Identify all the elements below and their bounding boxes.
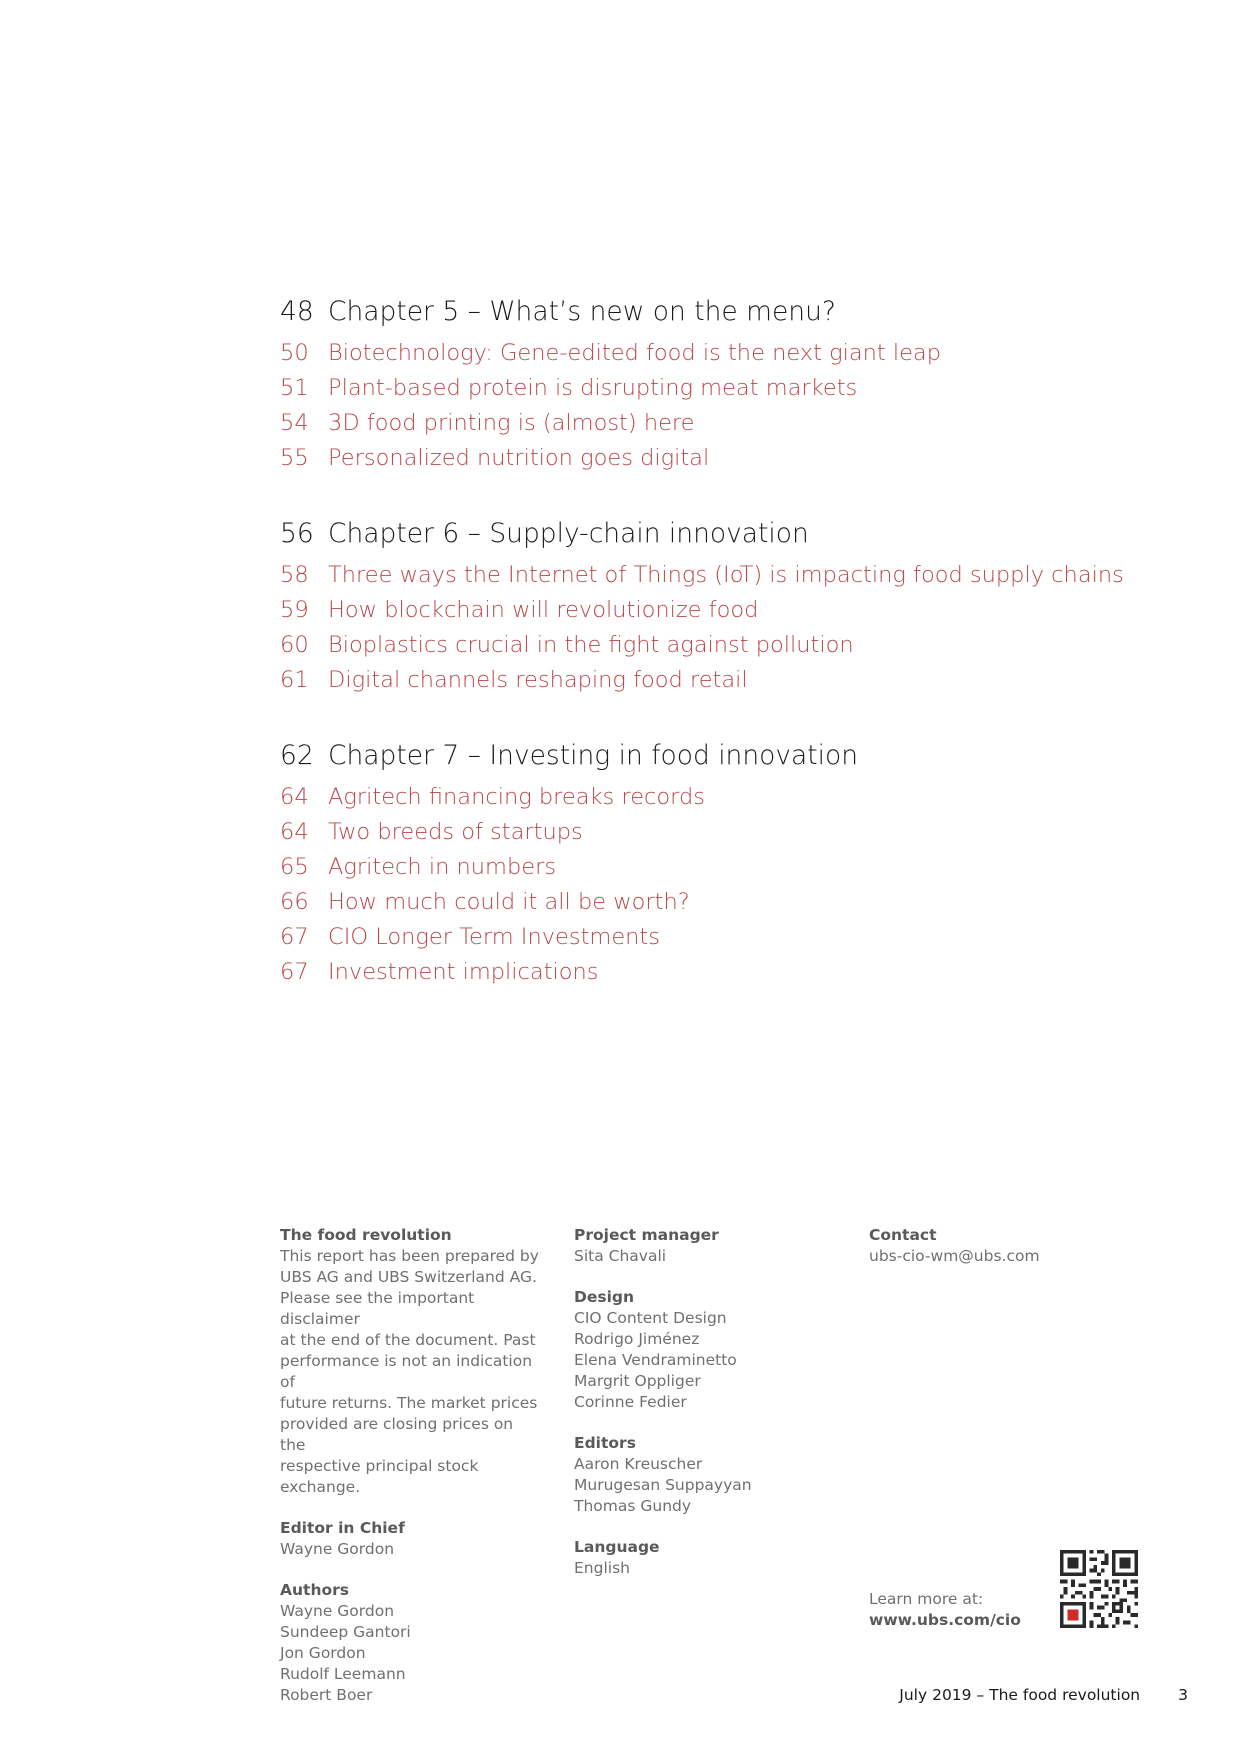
learn-more-link[interactable]: www.ubs.com/cio: [869, 1611, 1021, 1629]
editors-block: [574, 1433, 824, 1517]
toc-item[interactable]: [280, 854, 1180, 889]
colophon-column-3: [869, 1225, 1149, 1287]
item-page-number: 64: [280, 784, 309, 810]
editor-in-chief-block: [280, 1518, 540, 1560]
item-page-number: 59: [280, 597, 309, 623]
chapter-heading[interactable]: [280, 296, 1180, 338]
toc-chapter-5: [280, 296, 1180, 480]
design-credit: CIO Content Design: [574, 1309, 727, 1327]
chapter-page-number: 56: [280, 518, 314, 549]
author-name: Jon Gordon: [280, 1644, 366, 1662]
item-title: 3D food printing is (almost) here: [328, 410, 695, 436]
project-manager-label: Project manager: [574, 1226, 719, 1244]
contact-label: Contact: [869, 1226, 937, 1244]
learn-more: [869, 1589, 1021, 1631]
toc-item[interactable]: [280, 597, 1180, 632]
editors-label: Editors: [574, 1434, 636, 1452]
chapter-heading[interactable]: [280, 518, 1180, 560]
authors-block: [280, 1580, 540, 1706]
about-line: at the end of the document. Past: [280, 1331, 536, 1349]
footer-title: July 2019 – The food revolution: [899, 1686, 1141, 1704]
table-of-contents: [280, 296, 1180, 1032]
item-page-number: 61: [280, 667, 309, 693]
about-line: This report has been prepared by: [280, 1247, 539, 1265]
authors-label: Authors: [280, 1581, 349, 1599]
toc-item[interactable]: [280, 375, 1180, 410]
qr-code-icon: [1060, 1550, 1138, 1628]
about-line: provided are closing prices on the: [280, 1415, 514, 1454]
learn-more-label: Learn more at:: [869, 1590, 984, 1608]
item-page-number: 58: [280, 562, 309, 588]
item-title: Digital channels reshaping food retail: [328, 667, 748, 693]
language-value: English: [574, 1559, 630, 1577]
author-name: Robert Boer: [280, 1686, 373, 1704]
about-block: [280, 1225, 540, 1498]
about-line: respective principal stock exchange.: [280, 1457, 479, 1496]
author-name: Wayne Gordon: [280, 1602, 395, 1620]
author-name: Rudolf Leemann: [280, 1665, 406, 1683]
toc-item[interactable]: [280, 959, 1180, 994]
item-page-number: 60: [280, 632, 309, 658]
item-title: Bioplastics crucial in the fight against pollution: [328, 632, 854, 658]
language-block: [574, 1537, 824, 1579]
editor-name: Thomas Gundy: [574, 1497, 692, 1515]
about-line: future returns. The market prices: [280, 1394, 538, 1412]
design-credit: Corinne Fedier: [574, 1393, 687, 1411]
item-title: Plant-based protein is disrupting meat markets: [328, 375, 858, 401]
item-page-number: 65: [280, 854, 309, 880]
toc-item[interactable]: [280, 889, 1180, 924]
item-title: Two breeds of startups: [328, 819, 583, 845]
about-line: UBS AG and UBS Switzerland AG.: [280, 1268, 537, 1286]
colophon-column-2: [574, 1225, 824, 1599]
item-page-number: 67: [280, 924, 309, 950]
item-title: Personalized nutrition goes digital: [328, 445, 710, 471]
author-name: Sundeep Gantori: [280, 1623, 411, 1641]
toc-item[interactable]: [280, 924, 1180, 959]
item-page-number: 66: [280, 889, 309, 915]
chapter-title: Chapter 6 – Supply-chain innovation: [328, 518, 809, 549]
item-title: Agritech financing breaks records: [328, 784, 706, 810]
item-title: How much could it all be worth?: [328, 889, 690, 915]
chapter-title: Chapter 5 – What’s new on the menu?: [328, 296, 836, 327]
design-credit: Elena Vendraminetto: [574, 1351, 737, 1369]
toc-item[interactable]: [280, 819, 1180, 854]
item-page-number: 67: [280, 959, 309, 985]
editor-in-chief-name: Wayne Gordon: [280, 1540, 395, 1558]
toc-chapter-6: [280, 518, 1180, 702]
toc-item[interactable]: [280, 784, 1180, 819]
language-label: Language: [574, 1538, 660, 1556]
design-credit: Margrit Oppliger: [574, 1372, 701, 1390]
toc-item[interactable]: [280, 340, 1180, 375]
item-title: CIO Longer Term Investments: [328, 924, 660, 950]
item-page-number: 51: [280, 375, 309, 401]
item-title: Investment implications: [328, 959, 599, 985]
chapter-heading[interactable]: [280, 740, 1180, 782]
toc-item[interactable]: [280, 632, 1180, 667]
item-page-number: 64: [280, 819, 309, 845]
colophon-column-1: [280, 1225, 540, 1726]
design-block: [574, 1287, 824, 1413]
item-page-number: 50: [280, 340, 309, 366]
design-label: Design: [574, 1288, 635, 1306]
item-title: Agritech in numbers: [328, 854, 557, 880]
design-credit: Rodrigo Jiménez: [574, 1330, 700, 1348]
about-line: Please see the important disclaimer: [280, 1289, 475, 1328]
page-number: 3: [1178, 1686, 1188, 1704]
contact-block: [869, 1225, 1149, 1267]
chapter-title: Chapter 7 – Investing in food innovation: [328, 740, 859, 771]
editor-in-chief-label: Editor in Chief: [280, 1519, 405, 1537]
toc-item[interactable]: [280, 562, 1180, 597]
item-title: Biotechnology: Gene-edited food is the next giant leap: [328, 340, 942, 366]
item-page-number: 55: [280, 445, 309, 471]
contact-email-link[interactable]: ubs-cio-wm@ubs.com: [869, 1247, 1040, 1265]
chapter-page-number: 62: [280, 740, 314, 771]
editor-name: Aaron Kreuscher: [574, 1455, 703, 1473]
item-title: Three ways the Internet of Things (IoT) is impacting food supply chains: [328, 562, 1124, 588]
toc-item[interactable]: [280, 667, 1180, 702]
toc-item[interactable]: [280, 410, 1180, 445]
chapter-page-number: 48: [280, 296, 314, 327]
editor-name: Murugesan Suppayyan: [574, 1476, 752, 1494]
project-manager-block: [574, 1225, 824, 1267]
page-footer: [899, 1686, 1188, 1704]
item-page-number: 54: [280, 410, 309, 436]
item-title: How blockchain will revolutionize food: [328, 597, 759, 623]
about-label: The food revolution: [280, 1226, 452, 1244]
project-manager-name: Sita Chavali: [574, 1247, 667, 1265]
about-line: performance is not an indication of: [280, 1352, 533, 1391]
toc-chapter-7: [280, 740, 1180, 994]
toc-item[interactable]: [280, 445, 1180, 480]
